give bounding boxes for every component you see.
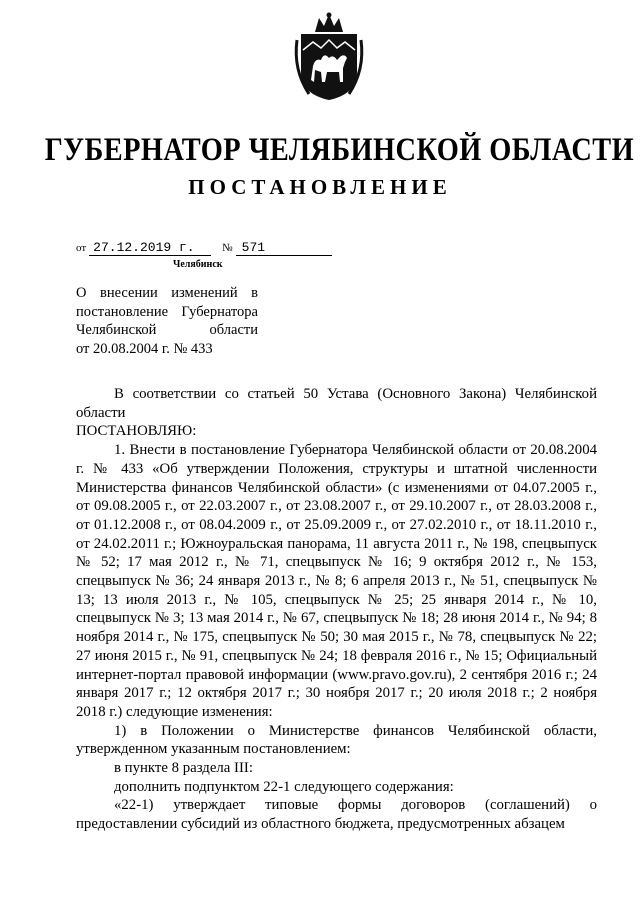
decree-word: ПОСТАНОВЛЯЮ: <box>76 423 197 440</box>
from-label: от <box>76 242 87 254</box>
governor-title: ГУБЕРНАТОР ЧЕЛЯБИНСКОЙ ОБЛАСТИ <box>44 132 635 168</box>
subject-line: от 20.08.2004 г. № 433 <box>76 340 213 357</box>
chelyabinsk-emblem <box>291 10 367 102</box>
point-8-paragraph: в пункте 8 раздела III: <box>114 760 253 777</box>
number-label: № <box>222 242 233 254</box>
quote-paragraph: «22-1) утверждает типовые формы договоров (соглашений) о предоставлении субсидий из областного бюджета, предусмотренных абзацем <box>76 797 597 833</box>
decree-number: 571 <box>236 240 332 256</box>
decree-body <box>76 385 597 834</box>
city-label: Челябинск <box>173 259 223 270</box>
dateline <box>76 240 332 256</box>
item-1-paragraph: 1. Внести в постановление Губернатора Челябинской области от 20.08.2004 г. № 433 «Об утверждении Положения, структуры и штатной численности Министерства финансов Челябинской области» (с изменениями от 04.07.2005 г., от 09.08.2005 г., от 22.03.2007 г., от 23.08.2007 г., от 29.10.2007 г., от 28.03.2008 г., от 01.12.2008 г., от 08.04.2009 г., от 25.09.2009 г., от 27.02.2010 г., от 18.11.2010 г., от 24.02.2011 г.; Южноуральская панорама, 11 августа 2011 г., № 198, спецвыпуск № 52; 17 мая 2012 г., № 71, спецвыпуск № 16; 9 октября 2012 г., № 153, спецвыпуск № 36; 24 января 2013 г., № 8; 6 апреля 2013 г., № 51, спецвыпуск № 13; 13 июля 2013 г., № 105, спецвыпуск № 25; 25 января 2014 г., № 10, спецвыпуск № 3; 13 мая 2014 г., № 67, спецвыпуск № 18; 28 июня 2014 г., № 94; 8 ноября 2014 г., № 175, спецвыпуск № 50; 30 мая 2015 г., № 78, спецвыпуск № 22; 27 июня 2015 г., № 91, спецвыпуск № 24; 18 февраля 2016 г., № 15; Официальный интернет-портал правовой информации (www.pravo.gov.ru), 2 сентября 2016 г.; 24 января 2017 г.; 12 октября 2017 г.; 30 ноября 2017 г.; 20 июля 2018 г.; 2 ноября 2018 г.) следующие изменения: <box>76 442 597 720</box>
decree-date: 27.12.2019 г. <box>89 240 211 256</box>
subject-line: О внесении изменений в <box>76 285 258 301</box>
decree-title: ПОСТАНОВЛЕНИЕ <box>188 175 452 199</box>
subitem-1-paragraph: 1) в Положении о Министерстве финансов Челябинской области, утвержденном указанным постановлением: <box>76 722 597 758</box>
preamble-paragraph: В соответствии со статьей 50 Устава (Основного Закона) Челябинской области <box>76 386 597 421</box>
subject-line: постановление Губернатора <box>76 303 258 320</box>
subject-block <box>76 284 258 358</box>
subject-line: Челябинской области <box>76 322 258 338</box>
addition-paragraph: дополнить подпунктом 22-1 следующего содержания: <box>114 778 454 795</box>
